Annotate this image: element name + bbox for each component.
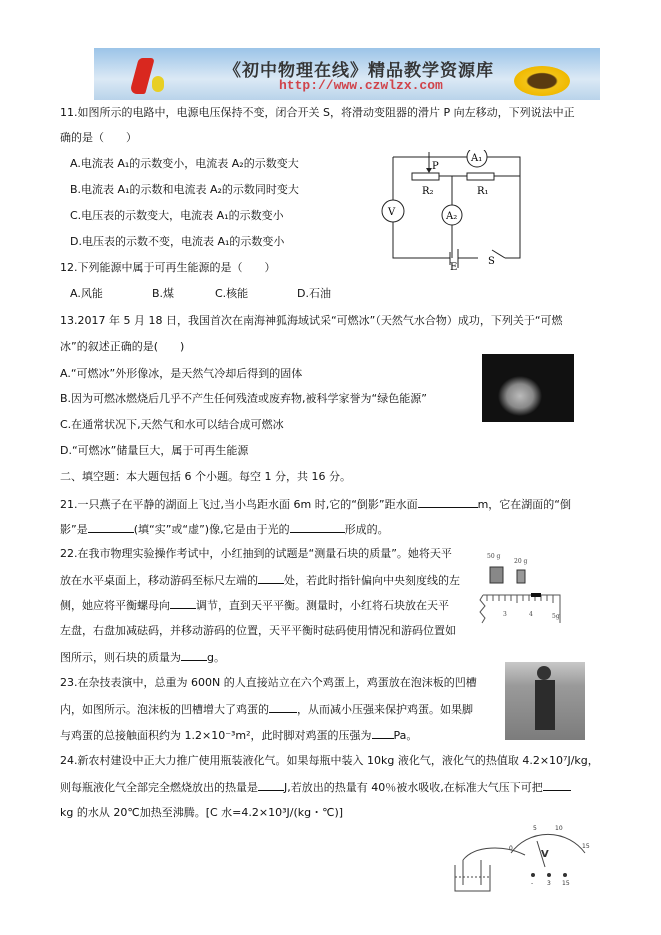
r2-label: R₂ xyxy=(422,186,434,197)
answer-blank xyxy=(258,573,284,584)
q11-stem: 11.如图所示的电路中，电源电压保持不变，闭合开关 S，将滑动变阻器的滑片 P 向左移动，下列说法中正 xyxy=(60,106,575,119)
q13-option-b: B.因为可燃冰燃烧后几乎不产生任何残渣或废弃物,被科学家誉为“绿色能源” xyxy=(60,392,427,405)
answer-blank xyxy=(418,497,478,508)
q13-stem: 13.2017 年 5 月 18 日，我国首次在南海神狐海域试采“可燃冰”（天然气水合物）成功，下列关于“可燃 xyxy=(60,314,563,327)
q22-text: 侧，她应将平衡螺母向 xyxy=(60,599,170,612)
slider-p-label: P xyxy=(432,161,439,172)
q13-option-d: D.“可燃冰”储量巨大，属于可再生能源 xyxy=(60,444,249,457)
q24-line1: 24.新农村建设中正大力推广使用瓶装液化气。如果每瓶中装入 10kg 液化气，液化气的热值取 4.2×10⁷J/kg， xyxy=(60,754,599,767)
meter-tick-10: 10 xyxy=(555,825,563,832)
answer-blank xyxy=(269,702,297,713)
q22-text: g。 xyxy=(207,651,225,664)
weight-50g-label: 50 g xyxy=(487,553,501,560)
weight-50g xyxy=(490,567,503,583)
q21-text: (填“实”或“虚”)像,它是由于光的 xyxy=(133,523,290,536)
section-2-heading: 二、填空题：本大题包括 6 个小题。每空 1 分，共 16 分。 xyxy=(60,470,351,483)
banner-title: 《初中物理在线》精品教学资源库 xyxy=(224,61,494,81)
sunflower-icon xyxy=(514,66,570,96)
q11-stem-cont: 确的是（ ） xyxy=(60,131,137,144)
answer-blank xyxy=(258,780,284,791)
q23-line2 xyxy=(60,702,473,717)
q23-line3 xyxy=(60,728,417,743)
voltmeter-label: V xyxy=(388,207,396,218)
q24-line3: kg 的水从 20℃加热至沸腾。[C 水=4.2×10³J/(kg・℃)] xyxy=(60,806,344,819)
voltmeter-beaker-figure xyxy=(445,815,595,895)
q12-option-c: C.核能 xyxy=(215,287,249,300)
q22-text: 调节，直到天平平衡。测量时，小红将石块放在天平 xyxy=(196,599,449,612)
q12-option-a: A.风能 xyxy=(70,287,103,300)
q13-option-a: A.“可燃冰”外形像冰，是天然气冷却后得到的固体 xyxy=(60,367,303,380)
logo-icon-yellow xyxy=(152,76,164,92)
q12-option-b: B.煤 xyxy=(152,287,175,300)
q22-line3 xyxy=(60,598,449,613)
rider xyxy=(531,593,541,597)
q13-option-c: C.在通常状况下,天然气和水可以结合成可燃冰 xyxy=(60,418,284,431)
q11-option-b: B.电流表 A₁的示数和电流表 A₂的示数同时变大 xyxy=(70,183,299,196)
q21-text: 形成的。 xyxy=(344,523,389,536)
weight-20g-label: 20 g xyxy=(514,558,528,565)
burning-ice-photo xyxy=(482,354,574,422)
q23-text: ，从而减小压强来保护鸡蛋。如果脚 xyxy=(297,703,473,716)
terminal-15: 15 xyxy=(562,880,570,887)
q24-text: J,若放出的热量有 40％被水吸收,在标准大气压下可把 xyxy=(284,781,543,794)
answer-blank xyxy=(543,780,571,791)
terminal-3: 3 xyxy=(547,880,551,887)
q22-line2 xyxy=(60,573,460,588)
q23-line1: 23.在杂技表演中，总重为 600N 的人直接站立在六个鸡蛋上，鸡蛋放在泡沫板的凹槽 xyxy=(60,676,477,689)
ammeter-a1-label: A₁ xyxy=(471,153,483,164)
circuit-diagram xyxy=(370,150,530,270)
q12-option-d: D.石油 xyxy=(297,287,331,300)
logo-icon xyxy=(129,58,155,94)
q21-text: 影”是 xyxy=(60,523,88,536)
q21-line1 xyxy=(60,497,571,512)
weight-20g xyxy=(517,570,525,583)
q12-stem: 12.下列能源中属于可再生能源的是（ ） xyxy=(60,261,276,274)
scale-tick-4: 4 xyxy=(529,611,533,618)
r1-label: R₁ xyxy=(477,186,489,197)
ammeter-a2-label: A₂ xyxy=(446,211,458,222)
q23-text: Pa。 xyxy=(393,729,418,742)
q22-line5 xyxy=(60,650,225,665)
answer-blank xyxy=(88,522,134,533)
meter-tick-15: 15 xyxy=(582,843,590,850)
q11-option-d: D.电压表的示数不变，电流表 A₁的示数变小 xyxy=(70,235,285,248)
q23-text: 与鸡蛋的总接触面积约为 1.2×10⁻³m²，此时脚对鸡蛋的压强为 xyxy=(60,729,372,742)
q13-stem-cont: 冰”的叙述正确的是( ) xyxy=(60,340,185,353)
q21-line2 xyxy=(60,522,389,537)
egg-standing-photo xyxy=(505,662,585,740)
q22-line1: 22.在我市物理实验操作考试中，小红抽到的试题是“测量石块的质量”。她将天平 xyxy=(60,547,452,560)
scale-tick-3: 3 xyxy=(503,611,507,618)
meter-tick-0: 0 xyxy=(509,845,513,852)
q22-line4: 左盘，右盘加减砝码，并移动游码的位置，天平平衡时砝码使用情况和游码位置如 xyxy=(60,624,456,637)
q21-text: 21.一只燕子在平静的湖面上飞过,当小鸟距水面 6m 时,它的“倒影”距水面 xyxy=(60,498,418,511)
balance-figure xyxy=(465,548,565,634)
banner xyxy=(94,48,600,100)
switch-s-label: S xyxy=(488,256,495,267)
terminal-negative: - xyxy=(531,880,534,887)
q24-text: 则每瓶液化气全部完全燃烧放出的热量是 xyxy=(60,781,258,794)
q22-text: 处，若此时指针偏向中央刻度线的左 xyxy=(284,574,460,587)
scale-tick-5g: 5g xyxy=(552,613,560,620)
q21-text: m，它在湖面的“倒 xyxy=(477,498,572,511)
q23-text: 内，如图所示。泡沫板的凹槽增大了鸡蛋的 xyxy=(60,703,269,716)
battery-e-label: E xyxy=(450,262,458,270)
answer-blank xyxy=(290,522,345,533)
q11-option-c: C.电压表的示数变大，电流表 A₁的示数变小 xyxy=(70,209,284,222)
q11-option-a: A.电流表 A₁的示数变小，电流表 A₂的示数变大 xyxy=(70,157,299,170)
q24-line2 xyxy=(60,780,571,795)
answer-blank xyxy=(170,598,196,609)
q22-text: 放在水平桌面上，移动游码至标尺左端的 xyxy=(60,574,258,587)
meter-tick-5: 5 xyxy=(533,825,537,832)
answer-blank xyxy=(181,650,207,661)
q22-text: 图所示，则石块的质量为 xyxy=(60,651,181,664)
banner-url: http://www.czwlzx.com xyxy=(279,78,443,93)
answer-blank xyxy=(372,728,394,739)
meter-v-label: V xyxy=(541,849,549,860)
